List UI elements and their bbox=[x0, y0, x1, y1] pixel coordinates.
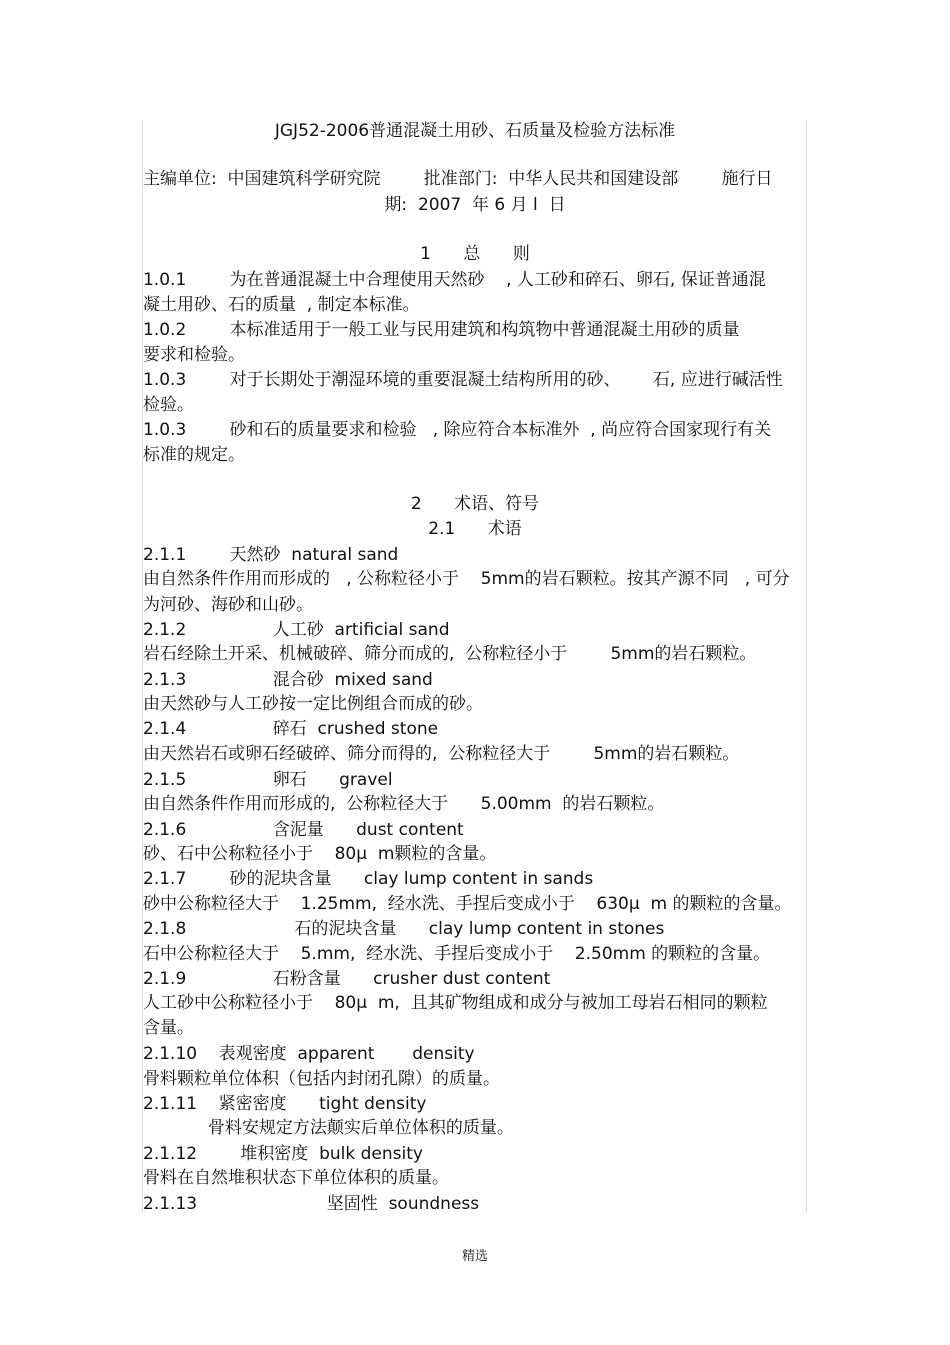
text-line: 2.1.10 表观密度 apparent density bbox=[143, 1044, 475, 1064]
text-line: 由天然砂与人工砂按一定比例组合而成的砂。 bbox=[143, 694, 483, 714]
text-line: 标准的规定。 bbox=[143, 445, 245, 465]
text-line: 1.0.3 砂和石的质量要求和检验 , 除应符合本标准外 , 尚应符合国家现行有关 bbox=[143, 420, 772, 440]
text-line: 2.1.3 混合砂 mixed sand bbox=[143, 670, 433, 690]
text-line: 为河砂、海砂和山砂。 bbox=[143, 595, 313, 615]
chapter-2-heading: 2 术语、符号 bbox=[410, 494, 540, 514]
text-line: 2.1.6 含泥量 dust content bbox=[143, 820, 464, 840]
text-line: 骨料颗粒单位体积（包括内封闭孔隙）的质量。 bbox=[143, 1069, 500, 1089]
text-line: 2.1.8 石的泥块含量 clay lump content in stones bbox=[143, 919, 665, 939]
text-line: 2.1.9 石粉含量 crusher dust content bbox=[143, 969, 551, 989]
text-line: 1.0.2 本标准适用于一般工业与民用建筑和构筑物中普通混凝土用砂的质量 bbox=[143, 320, 740, 340]
text-line: 人工砂中公称粒径小于 80μ m, 且其矿物组成和成分与被加工母岩石相同的颗粒 bbox=[143, 993, 768, 1013]
text-line: 2.1.1 天然砂 natural sand bbox=[143, 545, 399, 565]
text-line: 由天然岩石或卵石经破碎、筛分而得的, 公称粒径大于 5mm的岩石颗粒。 bbox=[143, 744, 740, 764]
text-line: 2.1.2 人工砂 artificial sand bbox=[143, 620, 450, 640]
text-line: 骨料安规定方法颠实后单位体积的质量。 bbox=[143, 1118, 514, 1138]
text-line: 2.1.13 坚固性 soundness bbox=[143, 1194, 480, 1214]
text-line: 2.1.7 砂的泥块含量 clay lump content in sands bbox=[143, 869, 594, 889]
text-line: 2.1.4 碎石 crushed stone bbox=[143, 719, 439, 739]
document-title: JGJ52-2006普通混凝土用砂、石质量及检验方法标准 bbox=[274, 121, 676, 141]
text-line: 砂中公称粒径大于 1.25mm, 经水洗、手捏后变成小于 630μ m 的颗粒的含量。 bbox=[143, 894, 792, 914]
chapter-1-heading: 1 总 则 bbox=[420, 244, 530, 264]
text-line: 石中公称粒径大于 5.mm, 经水洗、手捏后变成小于 2.50mm 的颗粒的含量。 bbox=[143, 944, 771, 964]
text-line: 骨料在自然堆积状态下单位体积的质量。 bbox=[143, 1168, 449, 1188]
text-line: 凝土用砂、石的质量 , 制定本标准。 bbox=[143, 295, 420, 315]
text-line: 要求和检验。 bbox=[143, 345, 245, 365]
meta-line-1: 主编单位: 中国建筑科学研究院 批准部门: 中华人民共和国建设部 施行日 bbox=[143, 169, 773, 189]
text-line: 2.1.11 紧密密度 tight density bbox=[143, 1094, 427, 1114]
text-line: 砂、石中公称粒径小于 80μ m颗粒的含量。 bbox=[143, 844, 497, 864]
text-line: 由自然条件作用而形成的 , 公称粒径小于 5mm的岩石颗粒。按其产源不同 , 可分 bbox=[143, 569, 790, 589]
text-line: 岩石经除土开采、机械破碎、筛分而成的, 公称粒径小于 5mm的岩石颗粒。 bbox=[143, 644, 757, 664]
text-line: 检验。 bbox=[143, 395, 194, 415]
section-2-1-heading: 2.1 术语 bbox=[428, 519, 522, 539]
text-line: 1.0.1 为在普通混凝土中合理使用天然砂 , 人工砂和碎石、卵石, 保证普通混 bbox=[143, 270, 766, 290]
text-line: 1.0.3 对于长期处于潮湿环境的重要混凝土结构所用的砂、 石, 应进行碱活性 bbox=[143, 370, 783, 390]
page-footer: 精选 bbox=[461, 1249, 488, 1264]
right-margin-rule bbox=[806, 120, 807, 1212]
meta-line-2: 期: 2007 年 6 月 l 日 bbox=[384, 195, 566, 215]
text-line: 2.1.12 堆积密度 bulk density bbox=[143, 1144, 423, 1164]
text-line: 含量。 bbox=[143, 1018, 194, 1038]
text-line: 2.1.5 卵石 gravel bbox=[143, 770, 393, 790]
text-line: 由自然条件作用而形成的, 公称粒径大于 5.00mm 的岩石颗粒。 bbox=[143, 794, 665, 814]
